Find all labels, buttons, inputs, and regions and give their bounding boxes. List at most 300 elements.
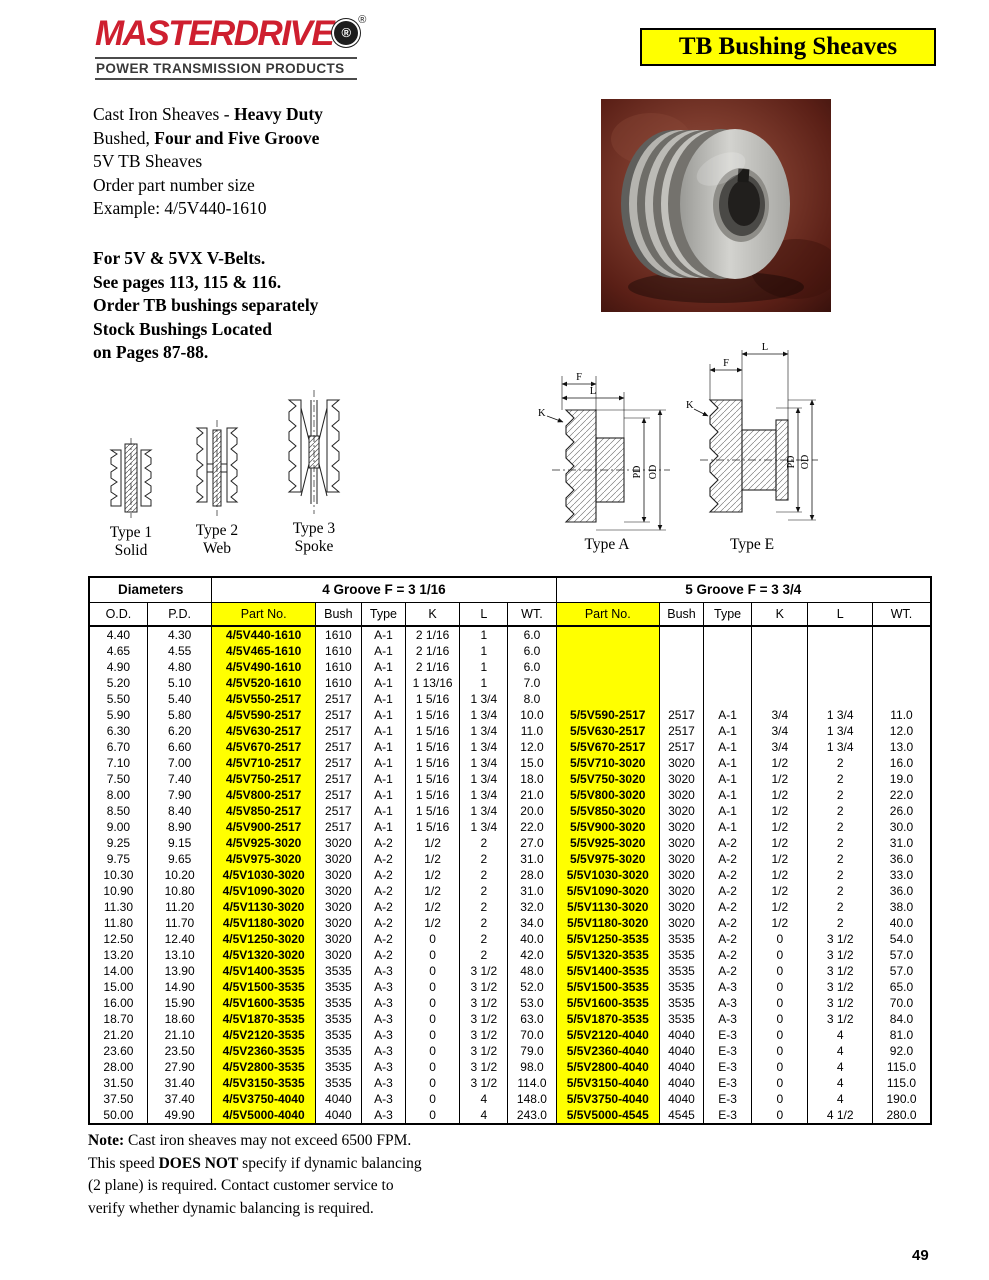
spec-cell: A-3 bbox=[361, 995, 405, 1011]
spec-cell: A-3 bbox=[704, 995, 752, 1011]
intro-line: Order part number size bbox=[93, 174, 255, 195]
spec-cell: 2 bbox=[460, 931, 508, 947]
spec-cell: A-1 bbox=[361, 643, 405, 659]
spec-cell: 8.40 bbox=[147, 803, 212, 819]
spec-cell: A-1 bbox=[361, 659, 405, 675]
spec-cell: A-2 bbox=[361, 883, 405, 899]
spec-cell: 53.0 bbox=[508, 995, 556, 1011]
spec-cell: 1 5/16 bbox=[405, 755, 459, 771]
spec-cell: 40.0 bbox=[508, 931, 556, 947]
spec-cell: 5.50 bbox=[89, 691, 147, 707]
part-number-cell: 5/5V3750-4040 bbox=[556, 1091, 659, 1107]
spec-cell: 1 5/16 bbox=[405, 739, 459, 755]
spec-cell: 12.40 bbox=[147, 931, 212, 947]
spec-cell: 190.0 bbox=[872, 1091, 931, 1107]
spec-cell: 9.25 bbox=[89, 835, 147, 851]
part-number-cell: 5/5V925-3020 bbox=[556, 835, 659, 851]
intro-line-bold: Four and Five Groove bbox=[154, 127, 320, 148]
spec-cell bbox=[808, 643, 873, 659]
spec-cell: A-1 bbox=[704, 771, 752, 787]
spec-cell: 2 bbox=[808, 915, 873, 931]
spec-cell: 1 5/16 bbox=[405, 707, 459, 723]
table-row bbox=[89, 626, 931, 643]
spec-cell: 50.00 bbox=[89, 1107, 147, 1124]
spec-cell: 0 bbox=[405, 1107, 459, 1124]
table-row bbox=[89, 1107, 931, 1124]
spec-cell: 1 5/16 bbox=[405, 771, 459, 787]
spec-cell: 1/2 bbox=[752, 867, 808, 883]
note-bold: DOES NOT bbox=[158, 1154, 239, 1172]
dim-label-pd: PD bbox=[786, 455, 797, 469]
spec-cell: 11.20 bbox=[147, 899, 212, 915]
column-header-4g-partno: Part No. bbox=[212, 603, 315, 627]
spec-cell: A-2 bbox=[361, 947, 405, 963]
spec-cell: 3020 bbox=[315, 899, 361, 915]
spec-cell: 2517 bbox=[315, 755, 361, 771]
spec-cell: 52.0 bbox=[508, 979, 556, 995]
spec-cell: 1 3/4 bbox=[460, 707, 508, 723]
intro-line: Example: 4/5V440-1610 bbox=[93, 198, 267, 218]
ordering-note-line: Order TB bushings separately bbox=[93, 295, 319, 315]
spec-cell: 3/4 bbox=[752, 707, 808, 723]
spec-cell: 4 bbox=[808, 1075, 873, 1091]
spec-cell: 15.00 bbox=[89, 979, 147, 995]
part-number-cell bbox=[556, 691, 659, 707]
table-row bbox=[89, 931, 931, 947]
spec-cell: 6.0 bbox=[508, 626, 556, 643]
spec-cell: 28.00 bbox=[89, 1059, 147, 1075]
spec-cell: A-2 bbox=[361, 899, 405, 915]
spec-cell bbox=[659, 659, 703, 675]
spec-cell: A-1 bbox=[704, 723, 752, 739]
spec-cell: 1/2 bbox=[752, 883, 808, 899]
page-title-banner bbox=[640, 28, 936, 66]
spec-cell: 3020 bbox=[315, 851, 361, 867]
figure-style-label: Solid bbox=[114, 542, 148, 559]
part-number-cell: 5/5V1500-3535 bbox=[556, 979, 659, 995]
spec-cell: 13.20 bbox=[89, 947, 147, 963]
spec-cell: 2517 bbox=[315, 739, 361, 755]
spec-cell bbox=[659, 626, 703, 643]
spec-cell: 30.0 bbox=[872, 819, 931, 835]
table-row bbox=[89, 963, 931, 979]
spec-cell: 3020 bbox=[659, 771, 703, 787]
note-line: verify whether dynamic balancing is required. bbox=[88, 1199, 374, 1217]
spec-cell: 4 bbox=[808, 1059, 873, 1075]
figure-type1-solid bbox=[96, 436, 166, 560]
spec-cell: 1 3/4 bbox=[460, 787, 508, 803]
spec-cell: 3020 bbox=[659, 851, 703, 867]
spec-cell: 3020 bbox=[659, 899, 703, 915]
type3-drawing bbox=[279, 388, 349, 516]
spec-cell: 2517 bbox=[315, 723, 361, 739]
spec-cell: 1/2 bbox=[405, 851, 459, 867]
spec-cell: 1 bbox=[460, 659, 508, 675]
intro-line: 5V TB Sheaves bbox=[93, 151, 203, 171]
spec-cell: 34.0 bbox=[508, 915, 556, 931]
spec-cell: 49.90 bbox=[147, 1107, 212, 1124]
part-number-cell: 4/5V1500-3535 bbox=[212, 979, 315, 995]
column-header-od: O.D. bbox=[89, 603, 147, 627]
spec-cell: 3020 bbox=[659, 819, 703, 835]
part-number-cell: 4/5V440-1610 bbox=[212, 626, 315, 643]
spec-cell: 6.30 bbox=[89, 723, 147, 739]
table-row bbox=[89, 643, 931, 659]
spec-cell: A-1 bbox=[704, 787, 752, 803]
table-row bbox=[89, 675, 931, 691]
figure-type-a bbox=[532, 360, 682, 554]
table-row bbox=[89, 739, 931, 755]
spec-cell: 2 bbox=[808, 899, 873, 915]
table-row bbox=[89, 1011, 931, 1027]
column-header-5g-k: K bbox=[752, 603, 808, 627]
spec-cell: 1/2 bbox=[752, 899, 808, 915]
spec-cell: 114.0 bbox=[508, 1075, 556, 1091]
spec-cell: 3 1/2 bbox=[808, 947, 873, 963]
table-row bbox=[89, 1059, 931, 1075]
column-header-4g-l: L bbox=[460, 603, 508, 627]
spec-cell: 12.0 bbox=[508, 739, 556, 755]
spec-cell: A-3 bbox=[361, 1059, 405, 1075]
table-row bbox=[89, 835, 931, 851]
column-header-4g-k: K bbox=[405, 603, 459, 627]
spec-cell: 0 bbox=[405, 1011, 459, 1027]
spec-cell: 2 1/16 bbox=[405, 643, 459, 659]
spec-cell: 243.0 bbox=[508, 1107, 556, 1124]
spec-cell: A-2 bbox=[704, 915, 752, 931]
figure-type-label: Type 3 bbox=[292, 520, 336, 537]
spec-cell: A-1 bbox=[361, 771, 405, 787]
spec-cell: 2517 bbox=[659, 739, 703, 755]
spec-cell: A-1 bbox=[704, 739, 752, 755]
part-number-cell: 4/5V800-2517 bbox=[212, 787, 315, 803]
ordering-note bbox=[93, 247, 318, 365]
spec-cell: 31.40 bbox=[147, 1075, 212, 1091]
spec-cell: 1/2 bbox=[405, 915, 459, 931]
spec-cell: 13.10 bbox=[147, 947, 212, 963]
spec-cell: 1/2 bbox=[752, 771, 808, 787]
spec-cell: 31.50 bbox=[89, 1075, 147, 1091]
part-number-cell: 4/5V630-2517 bbox=[212, 723, 315, 739]
spec-cell: 7.50 bbox=[89, 771, 147, 787]
spec-cell: 33.0 bbox=[872, 867, 931, 883]
spec-cell bbox=[872, 691, 931, 707]
spec-cell: A-3 bbox=[704, 1011, 752, 1027]
spec-cell: 7.40 bbox=[147, 771, 212, 787]
spec-cell: 3 1/2 bbox=[808, 931, 873, 947]
spec-cell: 2 bbox=[460, 883, 508, 899]
spec-cell: 0 bbox=[405, 1075, 459, 1091]
part-number-cell: 4/5V2120-3535 bbox=[212, 1027, 315, 1043]
spec-cell: A-3 bbox=[361, 1011, 405, 1027]
part-number-cell: 4/5V1250-3020 bbox=[212, 931, 315, 947]
spec-cell: 23.50 bbox=[147, 1043, 212, 1059]
spec-cell: 1 3/4 bbox=[460, 819, 508, 835]
spec-cell: 81.0 bbox=[872, 1027, 931, 1043]
spec-cell bbox=[872, 643, 931, 659]
dim-label-l: L bbox=[589, 386, 597, 397]
spec-cell: 2517 bbox=[315, 803, 361, 819]
part-number-cell: 4/5V5000-4040 bbox=[212, 1107, 315, 1124]
spec-cell: 2 bbox=[808, 883, 873, 899]
spec-cell: A-2 bbox=[361, 835, 405, 851]
spec-cell: 11.80 bbox=[89, 915, 147, 931]
part-number-cell: 4/5V1090-3020 bbox=[212, 883, 315, 899]
spec-cell: 4545 bbox=[659, 1107, 703, 1124]
spec-cell bbox=[752, 643, 808, 659]
part-number-cell: 4/5V710-2517 bbox=[212, 755, 315, 771]
part-number-cell: 4/5V975-3020 bbox=[212, 851, 315, 867]
spec-cell: 2517 bbox=[315, 771, 361, 787]
spec-cell: 14.90 bbox=[147, 979, 212, 995]
spec-cell: 2517 bbox=[315, 787, 361, 803]
table-row bbox=[89, 819, 931, 835]
spec-cell: 3 1/2 bbox=[460, 963, 508, 979]
table-group-header-row bbox=[89, 577, 931, 603]
spec-cell: A-1 bbox=[704, 803, 752, 819]
spec-cell: A-2 bbox=[361, 931, 405, 947]
spec-cell: 0 bbox=[752, 979, 808, 995]
table-row bbox=[89, 867, 931, 883]
intro-text bbox=[93, 103, 323, 221]
spec-cell: A-1 bbox=[361, 691, 405, 707]
table-row bbox=[89, 995, 931, 1011]
spec-cell bbox=[872, 626, 931, 643]
spec-cell: E-3 bbox=[704, 1107, 752, 1124]
spec-cell: 3020 bbox=[315, 915, 361, 931]
spec-cell: 3535 bbox=[659, 995, 703, 1011]
spec-cell: 4040 bbox=[659, 1059, 703, 1075]
gear-registered-icon: ® bbox=[334, 21, 358, 45]
page-number: 49 bbox=[912, 1247, 929, 1264]
spec-cell: 3535 bbox=[315, 963, 361, 979]
part-number-cell: 5/5V1130-3020 bbox=[556, 899, 659, 915]
spec-cell: 3535 bbox=[315, 1059, 361, 1075]
spec-cell: 70.0 bbox=[508, 1027, 556, 1043]
spec-cell: 42.0 bbox=[508, 947, 556, 963]
type2-drawing bbox=[189, 418, 245, 518]
spec-cell: 3535 bbox=[315, 979, 361, 995]
spec-cell: 2 bbox=[460, 947, 508, 963]
spec-cell: 11.30 bbox=[89, 899, 147, 915]
sheave-spec-table bbox=[88, 576, 932, 1125]
spec-cell: 2 bbox=[460, 915, 508, 931]
spec-cell: 1/2 bbox=[405, 867, 459, 883]
figure-label bbox=[272, 520, 356, 556]
spec-cell: 148.0 bbox=[508, 1091, 556, 1107]
spec-cell bbox=[659, 643, 703, 659]
spec-cell: 10.90 bbox=[89, 883, 147, 899]
spec-cell: A-3 bbox=[361, 1043, 405, 1059]
spec-cell: 3020 bbox=[659, 755, 703, 771]
page-title: TB Bushing Sheaves bbox=[678, 33, 898, 60]
spec-cell: 6.20 bbox=[147, 723, 212, 739]
spec-cell: 7.90 bbox=[147, 787, 212, 803]
spec-cell: A-3 bbox=[704, 979, 752, 995]
spec-cell: 3020 bbox=[315, 883, 361, 899]
spec-cell: 0 bbox=[405, 947, 459, 963]
diameters-header: Diameters bbox=[89, 577, 212, 603]
speed-note bbox=[88, 1130, 422, 1220]
part-number-cell: 4/5V1400-3535 bbox=[212, 963, 315, 979]
spec-cell: 0 bbox=[405, 979, 459, 995]
spec-cell: 0 bbox=[752, 1027, 808, 1043]
spec-cell: A-2 bbox=[704, 883, 752, 899]
spec-cell: 36.0 bbox=[872, 883, 931, 899]
spec-cell: 9.75 bbox=[89, 851, 147, 867]
spec-cell: 1 5/16 bbox=[405, 691, 459, 707]
part-number-cell bbox=[556, 643, 659, 659]
intro-line bbox=[93, 127, 323, 151]
part-number-cell: 4/5V1320-3020 bbox=[212, 947, 315, 963]
spec-cell: 12.50 bbox=[89, 931, 147, 947]
spec-cell: 4040 bbox=[315, 1107, 361, 1124]
spec-cell: 2 bbox=[460, 851, 508, 867]
figure-style-label: Web bbox=[202, 540, 232, 557]
spec-cell: 3 1/2 bbox=[460, 1027, 508, 1043]
note-text: This speed bbox=[88, 1154, 159, 1172]
spec-cell: 4 bbox=[808, 1027, 873, 1043]
spec-cell: A-1 bbox=[704, 707, 752, 723]
spec-cell: 13.90 bbox=[147, 963, 212, 979]
table-row bbox=[89, 803, 931, 819]
spec-cell: E-3 bbox=[704, 1059, 752, 1075]
spec-cell: 2517 bbox=[315, 691, 361, 707]
spec-cell: 31.0 bbox=[508, 851, 556, 867]
type-e-drawing bbox=[682, 340, 822, 532]
spec-cell: A-1 bbox=[361, 707, 405, 723]
figure-label: Type E bbox=[729, 536, 775, 553]
spec-cell: 3 1/2 bbox=[460, 1059, 508, 1075]
spec-cell: 70.0 bbox=[872, 995, 931, 1011]
spec-cell: 4 bbox=[808, 1091, 873, 1107]
spec-cell: 2 bbox=[808, 771, 873, 787]
spec-cell: 11.70 bbox=[147, 915, 212, 931]
part-number-cell: 4/5V925-3020 bbox=[212, 835, 315, 851]
spec-cell: 1 3/4 bbox=[460, 739, 508, 755]
spec-cell: A-2 bbox=[361, 851, 405, 867]
spec-cell: 63.0 bbox=[508, 1011, 556, 1027]
spec-cell: 4.65 bbox=[89, 643, 147, 659]
spec-cell: 1/2 bbox=[752, 819, 808, 835]
spec-cell: 1 3/4 bbox=[808, 739, 873, 755]
part-number-cell: 5/5V1870-3535 bbox=[556, 1011, 659, 1027]
spec-cell: 8.00 bbox=[89, 787, 147, 803]
note-text: specify if dynamic balancing bbox=[238, 1154, 422, 1172]
figure-type2-web bbox=[182, 418, 252, 558]
part-number-cell: 5/5V1320-3535 bbox=[556, 947, 659, 963]
note-line bbox=[88, 1153, 422, 1176]
spec-cell: 18.60 bbox=[147, 1011, 212, 1027]
spec-cell: 3535 bbox=[659, 1011, 703, 1027]
table-row bbox=[89, 979, 931, 995]
part-number-cell: 5/5V850-3020 bbox=[556, 803, 659, 819]
spec-cell: 5.80 bbox=[147, 707, 212, 723]
spec-cell: 11.0 bbox=[508, 723, 556, 739]
spec-cell: 3 1/2 bbox=[808, 963, 873, 979]
part-number-cell: 4/5V1870-3535 bbox=[212, 1011, 315, 1027]
spec-cell: 1 3/4 bbox=[460, 755, 508, 771]
table-row bbox=[89, 915, 931, 931]
spec-cell: 40.0 bbox=[872, 915, 931, 931]
figure-style-label: Spoke bbox=[294, 538, 334, 555]
spec-cell: 27.0 bbox=[508, 835, 556, 851]
spec-cell: 1/2 bbox=[405, 883, 459, 899]
table-row bbox=[89, 771, 931, 787]
figure-label: Type A bbox=[584, 536, 630, 553]
dim-label-k: K bbox=[538, 408, 546, 419]
spec-cell: 8.90 bbox=[147, 819, 212, 835]
part-number-cell: 4/5V590-2517 bbox=[212, 707, 315, 723]
spec-cell: 8.0 bbox=[508, 691, 556, 707]
column-header-5g-wt: WT. bbox=[872, 603, 931, 627]
spec-cell: A-1 bbox=[361, 723, 405, 739]
spec-cell: 2 bbox=[808, 787, 873, 803]
table-row bbox=[89, 755, 931, 771]
dim-label-f: F bbox=[723, 358, 729, 369]
spec-cell: 3535 bbox=[659, 931, 703, 947]
ordering-note-line: See pages 113, 115 & 116. bbox=[93, 271, 282, 292]
spec-cell: A-1 bbox=[361, 739, 405, 755]
spec-cell: 2 bbox=[460, 867, 508, 883]
spec-cell: 1 3/4 bbox=[460, 723, 508, 739]
spec-cell: A-2 bbox=[704, 963, 752, 979]
type-a-drawing bbox=[532, 360, 682, 532]
spec-cell: 4.55 bbox=[147, 643, 212, 659]
note-bold: Note: bbox=[88, 1132, 125, 1149]
part-number-cell: 4/5V750-2517 bbox=[212, 771, 315, 787]
spec-cell: 3 1/2 bbox=[808, 979, 873, 995]
spec-cell: 0 bbox=[752, 1059, 808, 1075]
table-row bbox=[89, 947, 931, 963]
spec-cell: A-1 bbox=[361, 755, 405, 771]
ordering-note-line: on Pages 87-88. bbox=[93, 342, 209, 362]
spec-cell: 4.90 bbox=[89, 659, 147, 675]
spec-cell: 115.0 bbox=[872, 1075, 931, 1091]
part-number-cell: 4/5V850-2517 bbox=[212, 803, 315, 819]
spec-cell: 2 bbox=[808, 835, 873, 851]
spec-cell: 11.0 bbox=[872, 707, 931, 723]
spec-cell: 19.0 bbox=[872, 771, 931, 787]
spec-cell: 7.10 bbox=[89, 755, 147, 771]
spec-cell: 0 bbox=[752, 1043, 808, 1059]
spec-cell: 4040 bbox=[315, 1091, 361, 1107]
spec-cell: 1/2 bbox=[752, 755, 808, 771]
spec-cell: 3535 bbox=[659, 947, 703, 963]
spec-cell: 3/4 bbox=[752, 739, 808, 755]
spec-cell: 1610 bbox=[315, 643, 361, 659]
spec-cell: 1610 bbox=[315, 675, 361, 691]
spec-cell: 0 bbox=[405, 963, 459, 979]
spec-cell: A-1 bbox=[704, 755, 752, 771]
spec-cell: 31.0 bbox=[508, 883, 556, 899]
table-row bbox=[89, 707, 931, 723]
spec-cell: E-3 bbox=[704, 1075, 752, 1091]
table-row bbox=[89, 723, 931, 739]
spec-cell bbox=[659, 675, 703, 691]
spec-cell: A-2 bbox=[704, 899, 752, 915]
spec-cell: 26.0 bbox=[872, 803, 931, 819]
figure-type3-spoke bbox=[272, 388, 356, 556]
spec-cell: 280.0 bbox=[872, 1107, 931, 1124]
part-number-cell: 4/5V465-1610 bbox=[212, 643, 315, 659]
spec-cell: 6.0 bbox=[508, 659, 556, 675]
spec-cell: 0 bbox=[405, 1043, 459, 1059]
dim-label-od: OD bbox=[648, 464, 659, 480]
spec-cell: 2517 bbox=[315, 707, 361, 723]
spec-cell: 4 bbox=[460, 1091, 508, 1107]
table-row bbox=[89, 899, 931, 915]
